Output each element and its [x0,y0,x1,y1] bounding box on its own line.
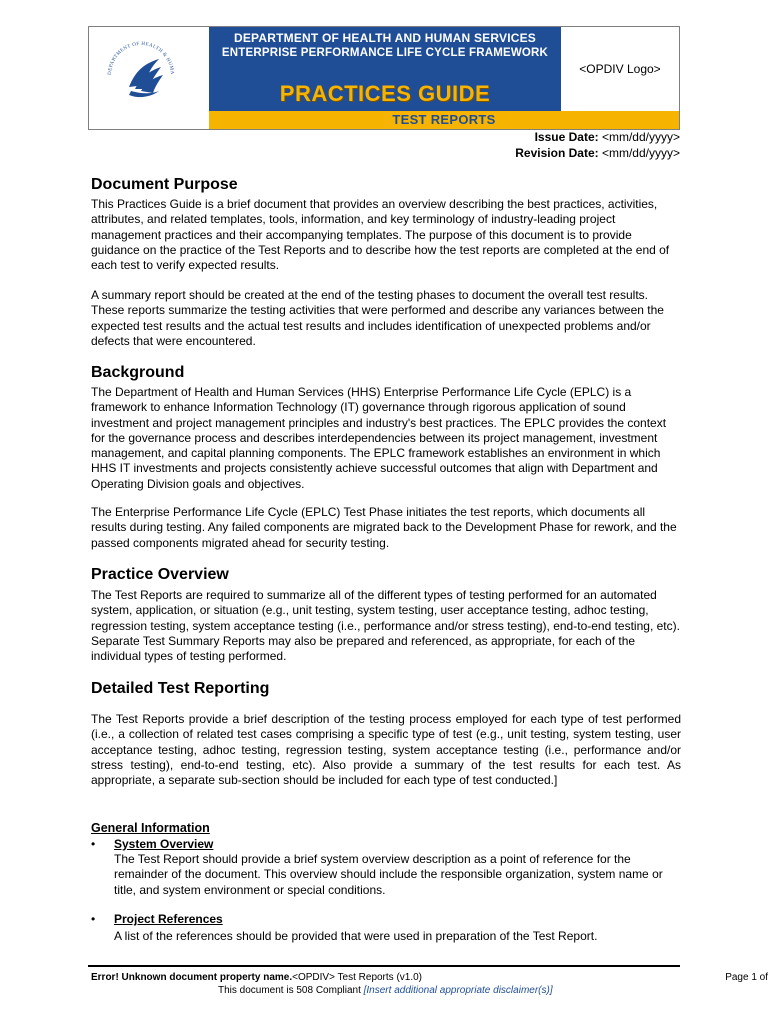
purpose-heading: Document Purpose [91,176,238,193]
issue-date-value: <mm/dd/yyyy> [601,130,680,144]
document-dates [515,130,680,161]
svg-text:DEPARTMENT OF HEALTH & HUMAN S [89,27,174,75]
bullet-icon: • [91,837,96,851]
bullet-icon: • [91,912,96,926]
department-name: DEPARTMENT OF HEALTH AND HUMAN SERVICES [233,31,537,45]
hhs-eagle-seal-icon [89,27,209,111]
seal-text: DEPARTMENT OF HEALTH & HUMA [107,41,175,76]
background-paragraph-1: The Department of Health and Human Services (HHS) Enterprise Performance Life Cycle (EPLC) is a framework to enhance Information Technology (IT) governance through rigorous application of sound investment and project management principles and industry's best practices. The EPLC provides the context for the governance process and describes interdependencies between its project management, investment management, and capital planning components. The EPLC framework establishes an environment in which HHS IT investments and projects consistently achieve successful outcomes that align with Department and Operating Division goals and objectives. [91,385,667,491]
hhs-seal [89,27,209,111]
revision-date-value: <mm/dd/yyyy> [601,145,680,160]
document-header [88,26,680,130]
page-number: Page 1 of [725,972,768,983]
footer-doc-name: <OPDIV> Test Reports (v1.0) [292,972,423,983]
purpose-paragraph-2: A summary report should be created at the end of the testing phases to document the overall test results. These reports summarize the testing activities that were performed and describe any variances between the expected test results and the actual test results and includes identification of unexpected problems and/or defects that were encountered. [91,288,664,348]
header-banner [209,27,561,111]
system-overview-title: System Overview [114,837,214,851]
footer-document-name [91,972,422,983]
revision-date-label: Revision Date: [515,145,599,160]
project-references-text: A list of the references should be provided that were used in preparation of the Test Report. [114,929,598,943]
issue-date-label: Issue Date: [534,130,599,144]
general-information-heading: General Information [91,821,210,835]
framework-name: ENTERPRISE PERFORMANCE LIFE CYCLE FRAMEWORK [221,47,549,59]
subtitle-bar [209,111,679,129]
opdiv-logo-placeholder: <OPDIV Logo> [561,27,679,111]
footer-compliance [218,985,553,996]
footer-divider [88,965,680,967]
detailed-reporting-paragraph: The Test Reports provide a brief description of the testing process employed for each type of test performed (i.e., a collection of related test cases comprising a specific type of test (e.g., unit testing, system testing, user acceptance testing, adhoc testing, regression testing, system acceptance testing (i.e., performance and/or stress testing), end-to-end testing, etc). Also provide a summary of the test results for each test. As appropriate, a separate sub-section should be included for each type of test conducted.] [91,712,681,788]
background-heading: Background [91,364,185,381]
footer-disclaimer: [Insert additional appropriate disclaimer(s)] [363,985,553,996]
system-overview-text: The Test Report should provide a brief system overview description as a point of reference for the remainder of the document. This overview should include the responsible organization, system name or title, and system environment or special conditions. [114,852,663,897]
purpose-paragraph-1: This Practices Guide is a brief document that provides an overview describing the best practices, activities, attributes, and related templates, tools, information, and key terminology of industry-leading project management practices and their accompanying templates. The purpose of this document is to provide guidance on the practice of the Test Reports and to describe how the test reports are completed at the end of each test to verify expected results. [91,197,670,273]
footer-compliance-text: This document is 508 Compliant [218,985,364,996]
background-paragraph-2: The Enterprise Performance Life Cycle (EPLC) Test Phase initiates the test reports, which documents all results during testing. Any failed components are migrated back to the Development Phase for rework, and the passed components migrated ahead for security testing. [91,505,677,550]
project-references-title: Project References [114,912,223,926]
detailed-reporting-heading: Detailed Test Reporting [91,680,270,697]
page-title: PRACTICES GUIDE [279,81,491,106]
footer-error-text: Error! Unknown document property name. [91,972,293,983]
overview-paragraph: The Test Reports are required to summarize all of the different types of testing performed for an automated system, application, or situation (e.g., unit testing, system testing, user acceptance testing, adhoc testing, regression testing, system acceptance testing (i.e., performance and/or stress testing), end-to-end testing, etc). Separate Test Summary Reports may also be prepared and referenced, as appropriate, for each of the individual types of testing performed. [91,588,680,664]
header-spacer [89,111,209,129]
document-subtitle: TEST REPORTS [392,112,496,127]
overview-heading: Practice Overview [91,566,229,583]
